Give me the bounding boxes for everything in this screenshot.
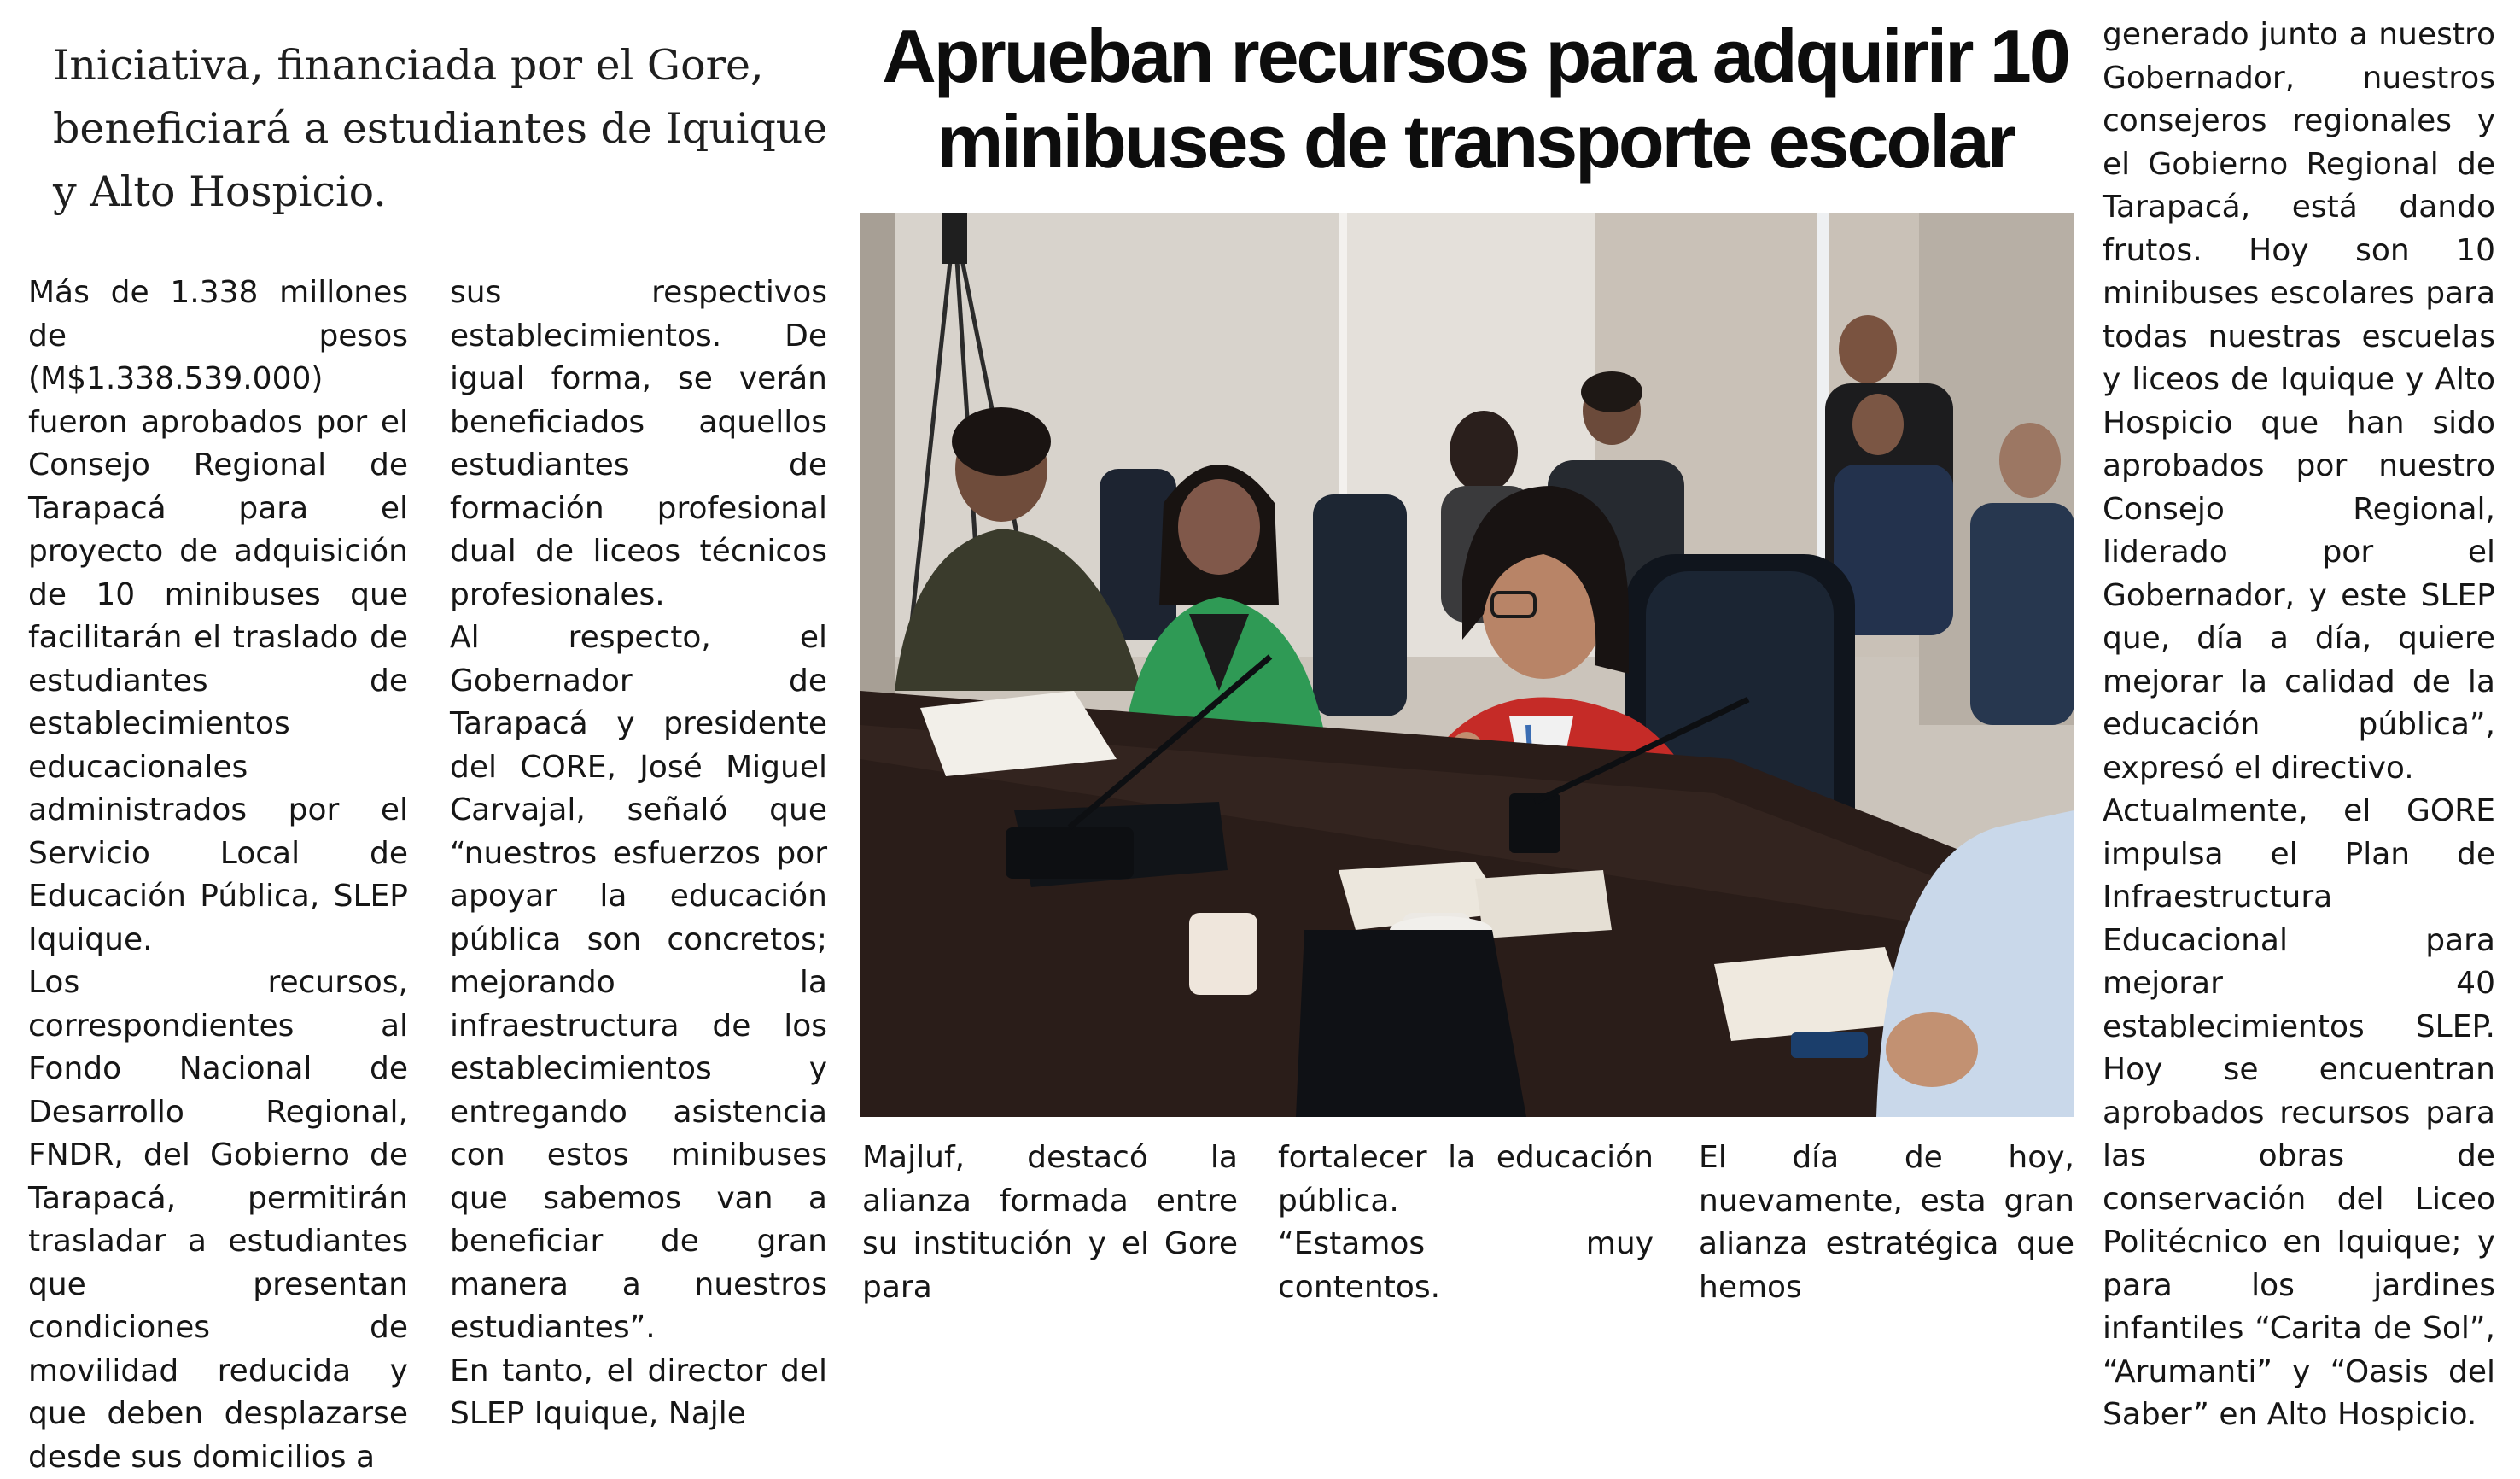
headline-line-2: minibuses de transporte escolar bbox=[936, 99, 2014, 184]
paragraph: Más de 1.338 millones de pesos (M$1.338.539.000) fueron aprobados por el Consejo Regional de Tarapacá para el proyecto de adquisición de 10 minibuses que facilitarán el traslado de estudiantes de establecimientos educacionales administrados por el Servicio Local de Educación Pública, SLEP Iquique. bbox=[28, 275, 408, 957]
paragraph: Al respecto, el Gobernador de Tarapacá y presidente del CORE, José Miguel Carvajal, señaló que “nuestros esfuerzos por apoyar la educación pública son concretos; mejorando la infraestructura de los establecimientos y entregando asistencia con estos minibuses que sabemos van a beneficiar de gran manera a nuestros estudiantes”. bbox=[450, 620, 827, 1345]
paragraph: “Estamos muy contentos. bbox=[1278, 1226, 1654, 1305]
paragraph: fortalecer la educación pública. bbox=[1278, 1140, 1654, 1219]
headline-line-1: Aprueban recursos para adquirir 10 bbox=[882, 14, 2068, 98]
article-column-5 bbox=[1699, 1137, 2074, 1309]
paragraph: Majluf, destacó la alianza formada entre su institución y el Gore para bbox=[862, 1140, 1238, 1305]
article-column-2 bbox=[450, 272, 827, 1436]
article-column-6 bbox=[2103, 14, 2495, 1437]
paragraph: Los recursos, correspondientes al Fondo Nacional de Desarrollo Regional, FNDR, del Gobierno de Tarapacá, permitirán trasladar a estudiantes que presentan condiciones de movilidad reducida y que deben desplazarse desde sus domicilios a bbox=[28, 965, 408, 1475]
paragraph: generado junto a nuestro Gobernador, nuestros consejeros regionales y el Gobierno Regional de Tarapacá, está dando frutos. Hoy son 10 minibuses escolares para todas nuestras escuelas y liceos de Iquique y Alto Hospicio que han sido aprobados por nuestro Consejo Regional, liderado por el Gobernador, y este SLEP que, día a día, quiere mejorar la calidad de la educación pública”, expresó el directivo. bbox=[2103, 17, 2495, 786]
paragraph: sus respectivos establecimientos. De igual forma, se verán beneficiados aquellos estudiantes de formación profesional dual de liceos técnicos profesionales. bbox=[450, 275, 827, 612]
article-column-4 bbox=[1278, 1137, 1654, 1309]
lead-subheading: Iniciativa, financiada por el Gore, beneficiará a estudiantes de Iquique y Alto Hospicio. bbox=[53, 41, 828, 216]
paragraph: El día de hoy, nuevamente, esta gran alianza estratégica que hemos bbox=[1699, 1140, 2074, 1305]
headline bbox=[860, 14, 2090, 184]
meeting-photo bbox=[860, 213, 2074, 1117]
article-column-3 bbox=[862, 1137, 1238, 1309]
paragraph: En tanto, el director del SLEP Iquique, Najle bbox=[450, 1353, 827, 1431]
paragraph: Actualmente, el GORE impulsa el Plan de Infraestructura Educacional para mejorar 40 establecimientos SLEP. Hoy se encuentran aprobados recursos para las obras de conservación del Liceo Politécnico en Iquique; y para los jardines infantiles “Carita de Sol”, “Arumanti” y “Oasis del Saber” en Alto Hospicio. bbox=[2103, 793, 2495, 1432]
